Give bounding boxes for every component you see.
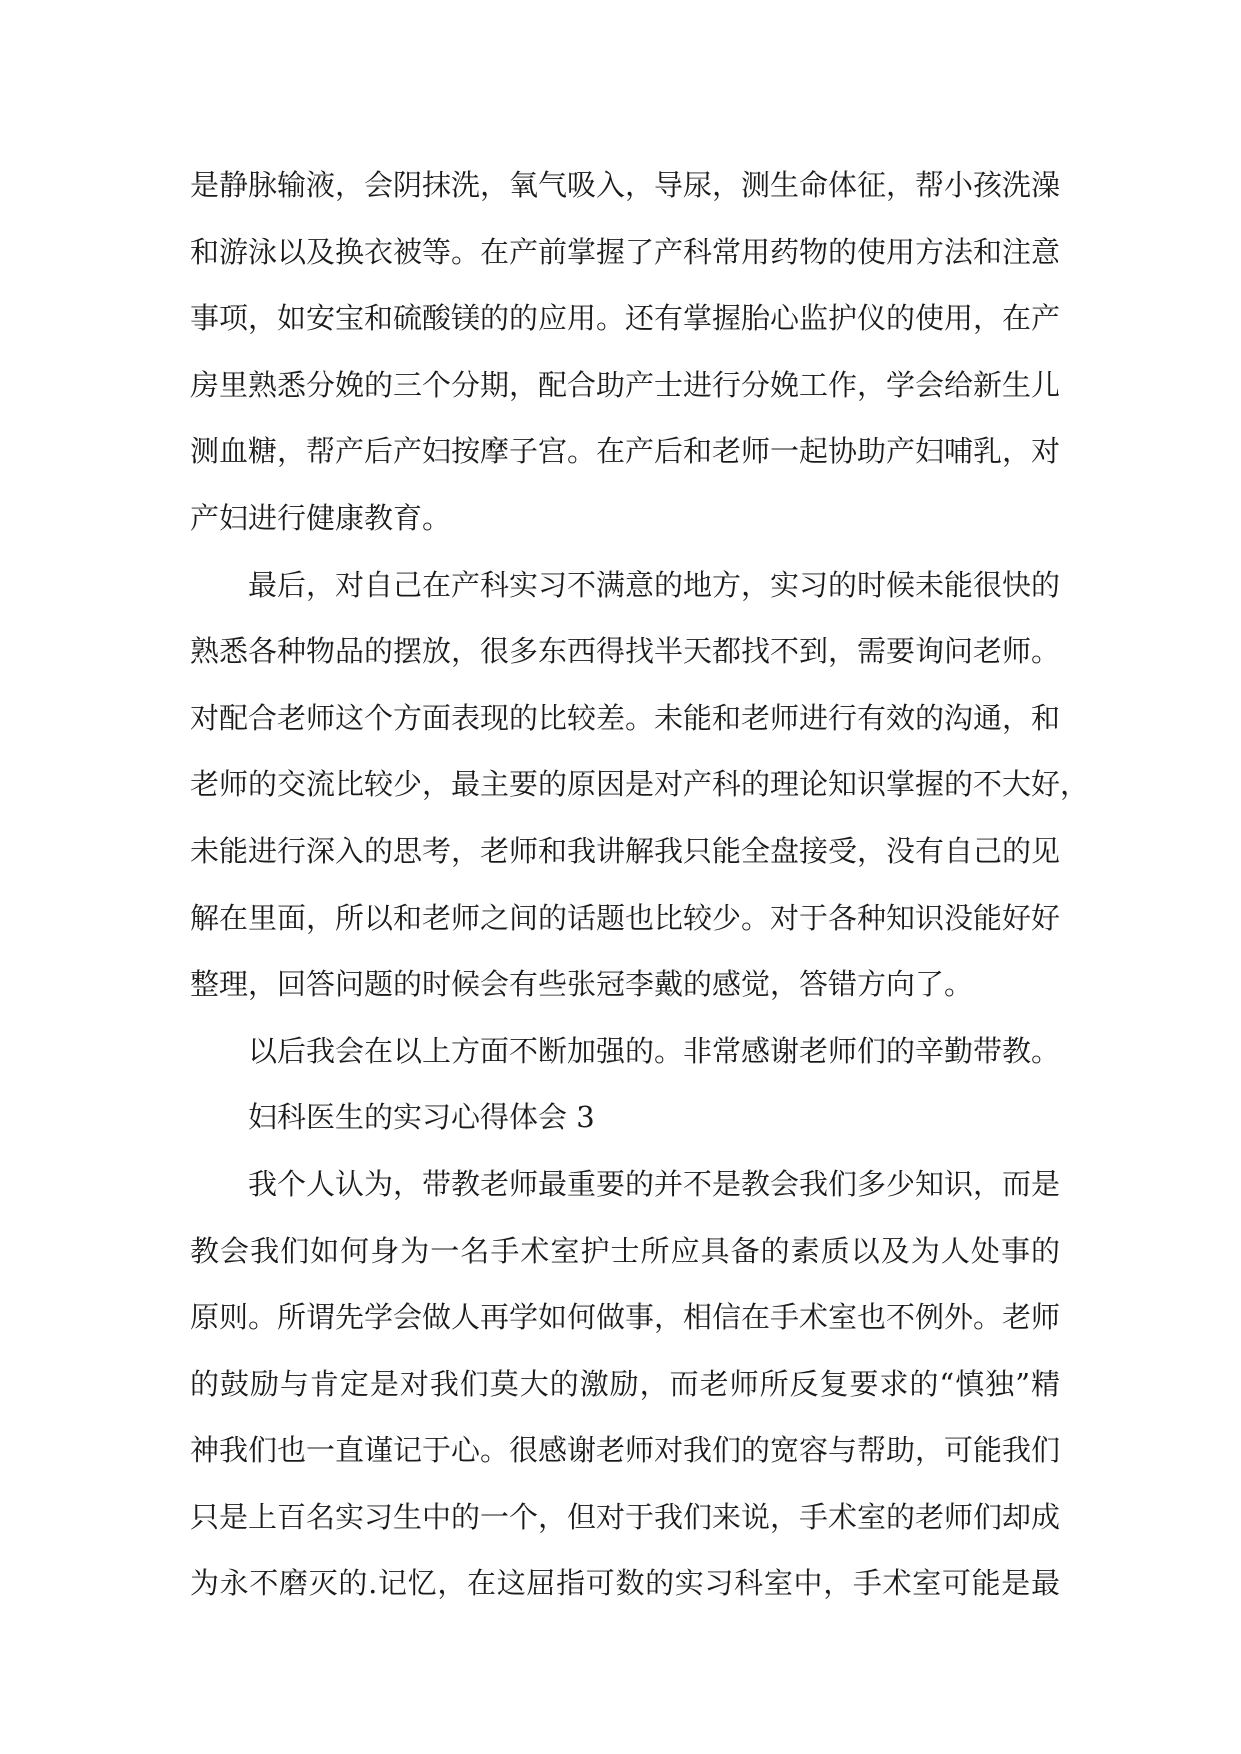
text-line: 的鼓励与肯定是对我们莫大的激励，而老师所反复要求的“慎独”精	[190, 1366, 1060, 1401]
text-line: 产妇进行健康教育。	[190, 500, 452, 535]
text-line: 事项，如安宝和硫酸镁的的应用。还有掌握胎心监护仪的使用，在产	[190, 301, 1061, 336]
text-line: 我个人认为，带教老师最重要的并不是教会我们多少知识，而是	[248, 1166, 1061, 1201]
text-line: 整理，回答问题的时候会有些张冠李戴的感觉，答错方向了。	[190, 967, 974, 1002]
text-line: 老师的交流比较少，最主要的原因是对产科的理论知识掌握的不大好，	[190, 767, 1090, 802]
document-body	[190, 152, 1090, 1617]
text-line: 是静脉输液，会阴抹洗，氧气吸入，导尿，测生命体征，帮小孩洗澡	[190, 168, 1061, 202]
text-line: 最后，对自己在产科实习不满意的地方，实习的时候未能很快的	[248, 567, 1061, 602]
text-line: 为永不磨灭的.记忆，在这屈指可数的实习科室中，手术室可能是最	[190, 1566, 1060, 1601]
text-line: 对配合老师这个方面表现的比较差。未能和老师进行有效的沟通，和	[190, 700, 1061, 735]
text-line: 测血糖，帮产后产妇按摩子宫。在产后和老师一起协助产妇哺乳，对	[190, 434, 1061, 469]
text-line: 神我们也一直谨记于心。很感谢老师对我们的宽容与帮助，可能我们	[190, 1433, 1061, 1468]
text-line: 解在里面，所以和老师之间的话题也比较少。对于各种知识没能好好	[190, 900, 1061, 935]
text-line: 熟悉各种物品的摆放，很多东西得找半天都找不到，需要询问老师。	[190, 634, 1061, 669]
text-line: 教会我们如何身为一名手术室护士所应具备的素质以及为人处事的	[190, 1233, 1060, 1268]
text-line: 以后我会在以上方面不断加强的。非常感谢老师们的辛勤带教。	[248, 1033, 1061, 1068]
text-line: 只是上百名实习生中的一个，但对于我们来说，手术室的老师们却成	[190, 1499, 1061, 1534]
section-heading: 妇科医生的实习心得体会 3	[248, 1100, 595, 1135]
text-line: 原则。所谓先学会做人再学如何做事，相信在手术室也不例外。老师	[190, 1300, 1061, 1335]
text-line: 房里熟悉分娩的三个分期，配合助产士进行分娩工作，学会给新生儿	[190, 367, 1061, 402]
text-line: 和游泳以及换衣被等。在产前掌握了产科常用药物的使用方法和注意	[190, 234, 1061, 269]
text-line: 未能进行深入的思考，老师和我讲解我只能全盘接受，没有自己的见	[190, 833, 1061, 868]
